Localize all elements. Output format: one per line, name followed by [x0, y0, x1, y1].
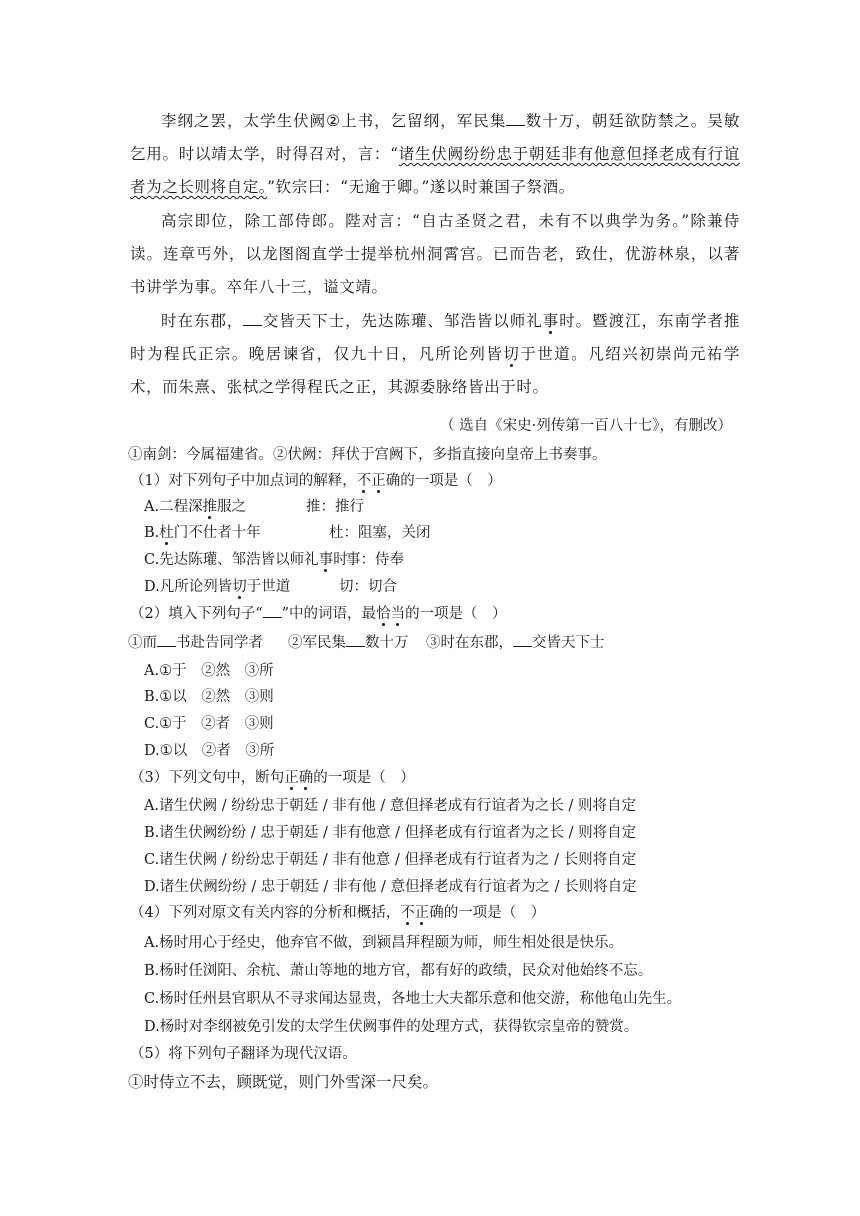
blank-line	[506, 112, 525, 126]
question-2-option-c: C.①于 ②者 ③则	[144, 716, 274, 732]
source-citation: （ 选自《宋史·列传第一百八十七》，有删改）	[440, 418, 732, 434]
question-1-option-a-explanation: 推：推行	[306, 499, 364, 515]
blank-line	[243, 312, 262, 326]
question-4-option-d: D.杨时对李纲被免引发的太学生伏阙事件的处理方式，获得钦宗皇帝的赞赏。	[144, 1019, 639, 1035]
question-1-option-b-explanation: 杜：阻塞，关闭	[329, 525, 431, 541]
question-1-stem: （1）对下列句子中加点词的解释，不正确的一项是（ ）	[130, 473, 502, 489]
blank-line	[157, 633, 176, 647]
question-2-option-b: B.①以 ②然 ③则	[144, 689, 274, 705]
question-1-option-c-explanation: 事：侍奉	[346, 552, 404, 568]
passage-paragraph-2: 高宗即位，除工部侍郎。陛对言：“自古圣贤之君，未有不以典学为务。”除兼侍读。连章丐外，以龙图阁直学士提举杭州洞霄宫。已而告老，致仕，优游林泉，以著书讲学为事。卒年八十三，谥文靖。	[130, 212, 740, 296]
blank-line	[263, 604, 282, 618]
question-2-option-a: A.①于 ②然 ③所	[144, 663, 274, 679]
question-1-option-b: B.杜门不仕者十年	[144, 525, 261, 541]
question-4-option-c: C.杨时任州县官职从不寻求闻达显贵，各地士大夫都乐意和他交游，称他龟山先生。	[144, 991, 682, 1007]
question-4-option-b: B.杨时任浏阳、余杭、萧山等地的地方官，都有好的政绩，民众对他始终不忘。	[144, 963, 653, 979]
wavy-underlined-sentence: 诸生伏阙纷纷忠于朝廷非有他意但择老成有行谊者为之长则将自定。	[130, 145, 740, 196]
question-1-option-a: A.二程深推服之	[144, 499, 247, 515]
question-1-option-d-explanation: 切：切合	[339, 579, 397, 595]
question-2-sentence-3: ③时在东郡， 交皆天下士	[426, 635, 605, 651]
question-5-item-1: ①时侍立不去，顾既觉，则门外雪深一尺矣。	[128, 1073, 439, 1091]
question-3-stem: （3）下列文句中，断句正确的一项是（ ）	[130, 770, 415, 786]
blank-line	[346, 633, 365, 647]
question-1-option-d: D.凡所论列皆切于世道	[144, 579, 291, 595]
question-3-option-a: A.诸生伏阙 / 纷纷忠于朝廷 / 非有他 / 意但择老成有行谊者为之长 / 则将自定	[144, 798, 636, 814]
question-2-stem: （2）填入下列句子“ ”中的词语，最恰当的一项是（ ）	[130, 606, 507, 622]
passage-paragraph-1: 李纲之罢，太学生伏阙②上书，乞留纲，军民集 数十万，朝廷欲防禁之。吴敏乞用。时以靖太学，时得召对，言：“诸生伏阙纷纷忠于朝廷非有他意但择老成有行谊者为之长则将自定。”钦宗曰：“无逾于卿。”遂以时兼国子祭酒。	[130, 112, 740, 196]
blank-line	[513, 633, 532, 647]
passage-paragraph-3: 时在东郡， 交皆天下士，先达陈瓘、邹浩皆以师礼事时。暨渡江，东南学者推时为程氏正宗。晚居谏省，仅九十日，凡所论列皆切于世道。凡绍兴初崇尚元祐学术，而朱熹、张栻之学得程氏之正，其源委脉络皆出于时。	[130, 312, 740, 396]
annotation-notes: ①南剑：今属福建省。②伏阙：拜伏于宫阙下，多指直接向皇帝上书奏事。	[128, 447, 607, 463]
question-4-option-a: A.杨时用心于经史，他弃官不做，到颍昌拜程颐为师，师生相处很是快乐。	[144, 935, 624, 951]
question-1-option-c: C.先达陈瓘、邹浩皆以师礼事时	[144, 552, 348, 568]
question-3-option-b: B.诸生伏阙纷纷 / 忠于朝廷 / 非有他意 / 但择老成有行谊者为之长 / 则将自定	[144, 825, 637, 841]
question-4-stem: （4）下列对原文有关内容的分析和概括，不正确的一项是（ ）	[130, 905, 546, 921]
question-3-option-c: C.诸生伏阙 / 纷纷忠于朝廷 / 非有他意 / 但择老成有行谊者为之 / 长则将自定	[144, 852, 637, 868]
question-2-sentence-1: ①而 书赴告同学者	[128, 635, 263, 651]
question-5-stem: （5）将下列句子翻译为现代汉语。	[130, 1046, 357, 1062]
question-2-option-d: D.①以 ②者 ③所	[144, 743, 275, 759]
question-3-option-d: D.诸生伏阙纷纷 / 忠于朝廷 / 非有他 / 意但择老成有行谊者为之 / 长则将自定	[144, 879, 637, 895]
question-2-sentence-2: ②军民集 数十万	[288, 635, 409, 651]
